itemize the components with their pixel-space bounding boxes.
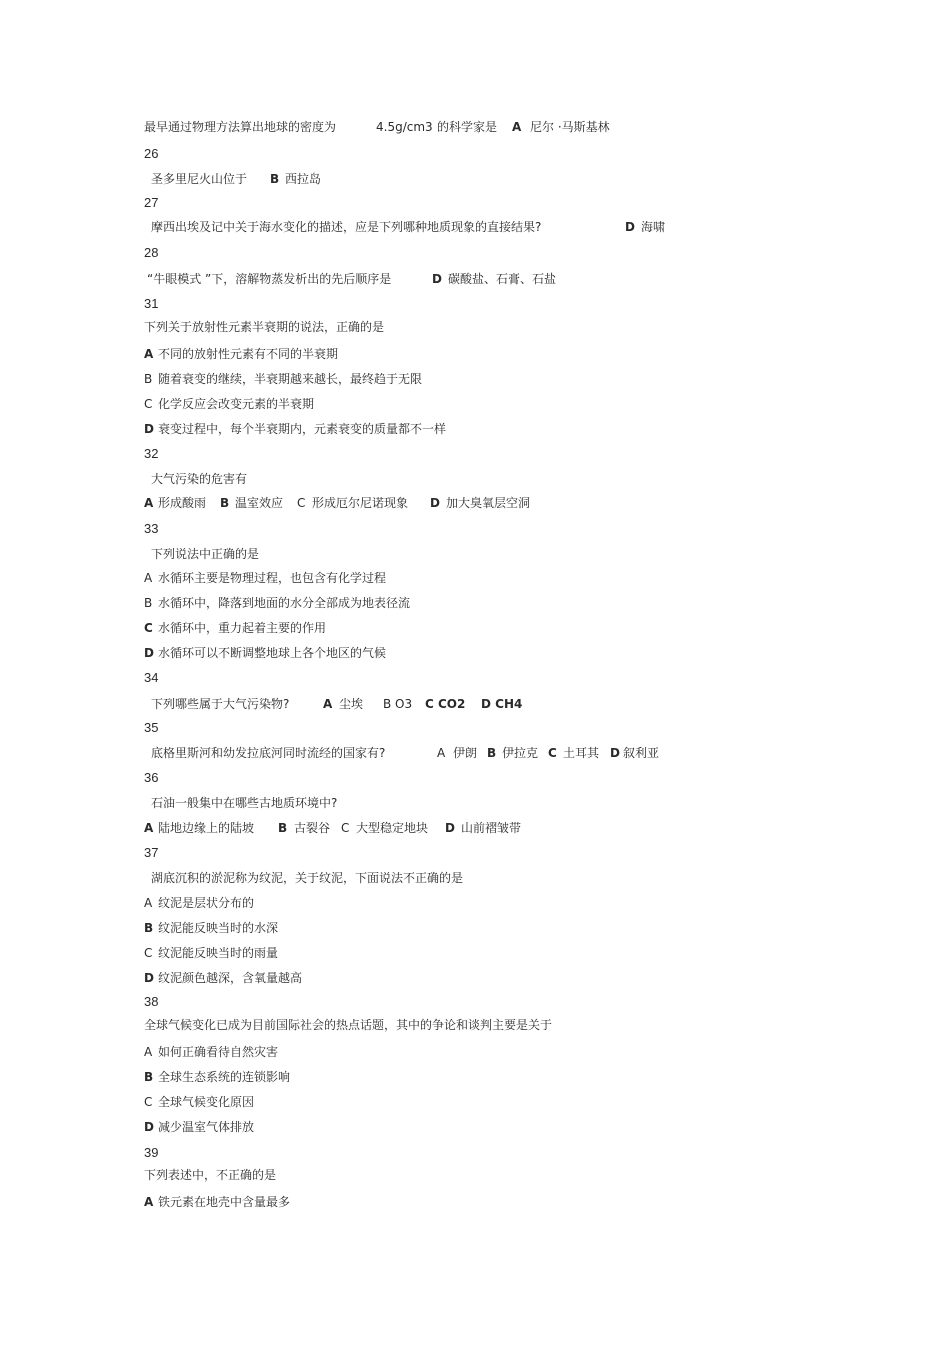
question-number: 33: [144, 521, 159, 536]
text-segment: 水循环中，重力起着主要的作用: [158, 621, 327, 635]
text-segment: 叙利亚: [623, 746, 660, 760]
option-letter: A: [512, 120, 522, 134]
question-number: 34: [144, 670, 159, 685]
text-segment: “牛眼模式 ”下，溶解物蒸发析出的先后顺序是: [147, 272, 392, 286]
question-number: 38: [144, 994, 159, 1009]
option-letter: C: [548, 746, 557, 760]
text-segment: 纹泥颜色越深，含氧量越高: [158, 971, 303, 985]
question-number: 31: [144, 296, 159, 311]
option-letter: D: [432, 272, 442, 286]
text-segment: 水循环中，降落到地面的水分全部成为地表径流: [158, 596, 411, 610]
option-letter: D: [144, 422, 154, 436]
option-letter: A: [323, 697, 333, 711]
text-segment: 衰变过程中，每个半衰期内，元素衰变的质量都不一样: [158, 422, 447, 436]
option-letter: A: [144, 571, 153, 585]
text-segment: D CH4: [481, 697, 523, 711]
option-letter: C: [144, 946, 153, 960]
text-segment: 减少温室气体排放: [158, 1120, 255, 1134]
text-segment: 大型稳定地块: [356, 821, 429, 835]
text-segment: 纹泥能反映当时的水深: [158, 921, 279, 935]
option-letter: B: [278, 821, 288, 835]
text-segment: 形成厄尔尼诺现象: [312, 496, 409, 510]
option-letter: B: [270, 172, 280, 186]
text-segment: 尼尔 ·马斯基林: [530, 120, 610, 134]
option-letter: A: [144, 496, 154, 510]
text-segment: 加大臭氧层空洞: [446, 496, 531, 510]
text-segment: 古裂谷: [294, 821, 331, 835]
text-segment: 的科学家是: [437, 120, 498, 134]
text-segment: 随着衰变的继续，半衰期越来越长，最终趋于无限: [158, 372, 423, 386]
option-letter: C: [144, 621, 153, 635]
option-letter: B: [144, 1070, 154, 1084]
text-segment: 全球生态系统的连锁影响: [158, 1070, 291, 1084]
question-number: 26: [144, 146, 159, 161]
text-segment: 最早通过物理方法算出地球的密度为: [144, 120, 337, 134]
text-segment: 全球气候变化已成为目前国际社会的热点话题，其中的争论和谈判主要是关于: [144, 1018, 553, 1032]
text-segment: 大气污染的危害有: [151, 472, 248, 486]
option-letter: A: [144, 1045, 153, 1059]
option-letter: C: [341, 821, 350, 835]
question-number: 39: [144, 1145, 159, 1160]
text-segment: 圣多里尼火山位于: [151, 172, 248, 186]
option-letter: A: [144, 896, 153, 910]
text-segment: 海啸: [641, 220, 666, 234]
text-segment: 西拉岛: [285, 172, 322, 186]
text-segment: 伊拉克: [502, 746, 539, 760]
option-letter: C: [297, 496, 306, 510]
text-segment: 4.5g/cm3: [376, 120, 433, 134]
text-segment: 山前褶皱带: [461, 821, 522, 835]
option-letter: A: [144, 821, 154, 835]
option-letter: B: [144, 372, 153, 386]
question-number: 35: [144, 720, 159, 735]
option-letter: D: [430, 496, 440, 510]
text-segment: 底格里斯河和幼发拉底河同时流经的国家有?: [151, 746, 386, 760]
option-letter: D: [144, 971, 154, 985]
text-segment: 陆地边缘上的陆坡: [158, 821, 255, 835]
text-segment: C CO2: [425, 697, 466, 711]
option-letter: A: [437, 746, 446, 760]
option-letter: B: [144, 921, 154, 935]
text-segment: 下列关于放射性元素半衰期的说法，正确的是: [144, 320, 385, 334]
text-segment: 全球气候变化原因: [158, 1095, 255, 1109]
text-segment: 伊朗: [453, 746, 478, 760]
option-letter: B: [487, 746, 497, 760]
option-letter: A: [144, 1195, 154, 1209]
text-segment: 水循环可以不断调整地球上各个地区的气候: [158, 646, 387, 660]
option-letter: D: [625, 220, 635, 234]
text-segment: 石油一般集中在哪些古地质环境中?: [151, 796, 338, 810]
question-number: 36: [144, 770, 159, 785]
question-number: 37: [144, 845, 159, 860]
option-letter: D: [610, 746, 620, 760]
text-segment: 化学反应会改变元素的半衰期: [158, 397, 315, 411]
text-segment: 纹泥是层状分布的: [158, 896, 255, 910]
text-segment: 下列表述中，不正确的是: [144, 1168, 277, 1182]
option-letter: B: [220, 496, 230, 510]
text-segment: 如何正确看待自然灾害: [158, 1045, 279, 1059]
option-letter: D: [144, 1120, 154, 1134]
text-segment: 铁元素在地壳中含量最多: [158, 1195, 291, 1209]
text-segment: 土耳其: [563, 746, 600, 760]
text-segment: B O3: [383, 697, 413, 711]
text-segment: 纹泥能反映当时的雨量: [158, 946, 279, 960]
text-segment: 尘埃: [339, 697, 364, 711]
text-segment: 湖底沉积的淤泥称为纹泥，关于纹泥，下面说法不正确的是: [151, 871, 464, 885]
text-segment: 下列说法中正确的是: [151, 547, 260, 561]
text-segment: 温室效应: [235, 496, 284, 510]
text-segment: 水循环主要是物理过程，也包含有化学过程: [158, 571, 387, 585]
text-segment: 下列哪些属于大气污染物?: [151, 697, 290, 711]
text-segment: 碳酸盐、石膏、石盐: [448, 272, 557, 286]
text-segment: 不同的放射性元素有不同的半衰期: [158, 347, 339, 361]
option-letter: C: [144, 397, 153, 411]
option-letter: D: [445, 821, 455, 835]
option-letter: C: [144, 1095, 153, 1109]
text-segment: 摩西出埃及记中关于海水变化的描述，应是下列哪种地质现象的直接结果?: [151, 220, 542, 234]
question-number: 28: [144, 245, 159, 260]
text-segment: 形成酸雨: [158, 496, 207, 510]
question-number: 32: [144, 446, 159, 461]
option-letter: B: [144, 596, 153, 610]
option-letter: D: [144, 646, 154, 660]
question-number: 27: [144, 195, 159, 210]
option-letter: A: [144, 347, 154, 361]
